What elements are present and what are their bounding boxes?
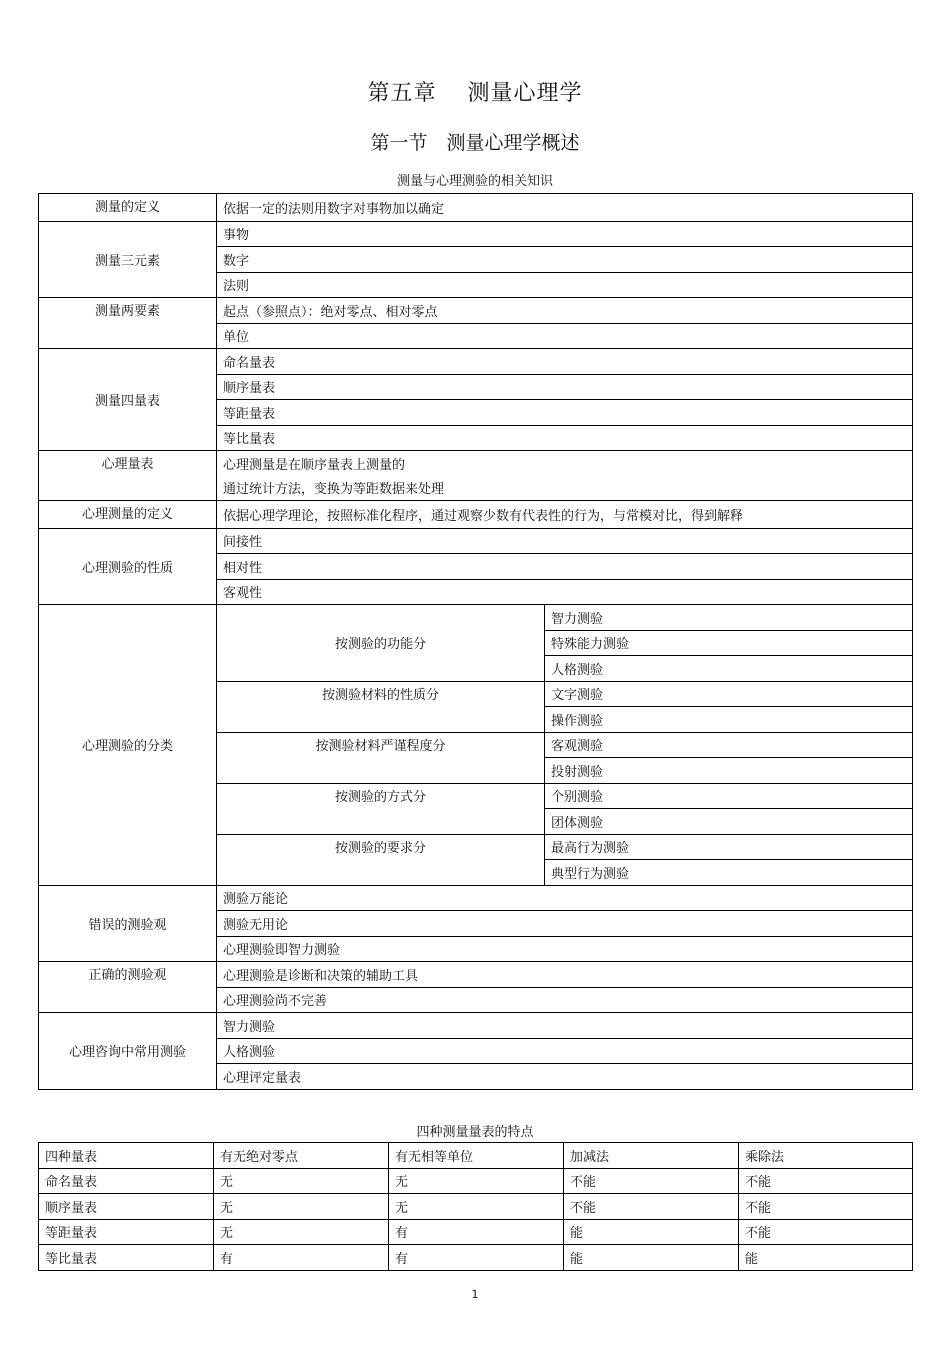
table-cell: 有 bbox=[214, 1245, 389, 1271]
table-row bbox=[39, 221, 913, 247]
column-header: 有无绝对零点 bbox=[214, 1143, 389, 1169]
column-header: 四种量表 bbox=[39, 1143, 214, 1169]
table-row bbox=[39, 962, 913, 988]
value-cell: 测验万能论 bbox=[217, 885, 913, 911]
category-cell: 心理测验的性质 bbox=[39, 528, 217, 605]
table-row bbox=[39, 1168, 913, 1194]
table-row bbox=[39, 1194, 913, 1220]
value-cell: 相对性 bbox=[217, 554, 913, 580]
category-cell: 心理量表 bbox=[39, 451, 217, 501]
table-cell: 等距量表 bbox=[39, 1219, 214, 1245]
table-row bbox=[39, 1013, 913, 1039]
value-cell: 客观性 bbox=[217, 579, 913, 605]
value-cell: 单位 bbox=[217, 323, 913, 349]
value-cell: 等比量表 bbox=[217, 425, 913, 451]
category-cell: 正确的测验观 bbox=[39, 962, 217, 1013]
value-cell: 客观测验 bbox=[545, 732, 913, 758]
value-cell: 顺序量表 bbox=[217, 374, 913, 400]
value-cell: 通过统计方法，变换为等距数据来处理 bbox=[217, 476, 913, 501]
table-cell: 无 bbox=[389, 1194, 564, 1220]
table-row bbox=[39, 885, 913, 911]
value-cell: 心理测验即智力测验 bbox=[217, 936, 913, 962]
table-row bbox=[39, 501, 913, 529]
table-row bbox=[39, 349, 913, 375]
column-header: 乘除法 bbox=[739, 1143, 913, 1169]
value-cell: 团体测验 bbox=[545, 809, 913, 835]
value-cell: 人格测验 bbox=[217, 1038, 913, 1064]
value-cell: 数字 bbox=[217, 247, 913, 273]
value-cell: 智力测验 bbox=[545, 605, 913, 631]
chapter-title: 第五章 测量心理学 bbox=[367, 81, 583, 106]
table-cell: 顺序量表 bbox=[39, 1194, 214, 1220]
page-number: 1 bbox=[471, 1288, 479, 1301]
value-cell: 最高行为测验 bbox=[545, 834, 913, 860]
knowledge-table bbox=[38, 193, 913, 1090]
table-cell: 无 bbox=[214, 1219, 389, 1245]
value-cell: 心理测验是诊断和决策的辅助工具 bbox=[217, 962, 913, 988]
value-cell: 智力测验 bbox=[217, 1013, 913, 1039]
value-cell: 依据心理学理论，按照标准化程序，通过观察少数有代表性的行为，与常模对比，得到解释 bbox=[217, 501, 913, 529]
section-title: 第一节 测量心理学概述 bbox=[370, 132, 580, 154]
table-row bbox=[39, 194, 913, 222]
subcategory-cell: 按测验的方式分 bbox=[217, 783, 545, 834]
value-cell: 依据一定的法则用数字对事物加以确定 bbox=[217, 194, 913, 222]
table-cell: 能 bbox=[564, 1219, 739, 1245]
subcategory-cell: 按测验的功能分 bbox=[217, 605, 545, 682]
value-cell: 人格测验 bbox=[545, 656, 913, 682]
value-cell: 事物 bbox=[217, 221, 913, 247]
value-cell: 命名量表 bbox=[217, 349, 913, 375]
value-cell: 等距量表 bbox=[217, 400, 913, 426]
table-cell: 无 bbox=[389, 1168, 564, 1194]
table-cell: 不能 bbox=[564, 1194, 739, 1220]
value-cell: 心理测验尚不完善 bbox=[217, 987, 913, 1013]
category-cell: 测量的定义 bbox=[39, 194, 217, 222]
category-cell: 错误的测验观 bbox=[39, 885, 217, 962]
table-caption: 四种测量量表的特点 bbox=[416, 1125, 534, 1140]
table-header-row bbox=[39, 1143, 913, 1169]
table-caption: 测量与心理测验的相关知识 bbox=[396, 174, 553, 189]
column-header: 有无相等单位 bbox=[389, 1143, 564, 1169]
table-cell: 能 bbox=[739, 1245, 913, 1271]
table-cell: 能 bbox=[564, 1245, 739, 1271]
table-row bbox=[39, 528, 913, 554]
table-row bbox=[39, 605, 913, 631]
column-header: 加减法 bbox=[564, 1143, 739, 1169]
table-row bbox=[39, 451, 913, 476]
table-cell: 有 bbox=[389, 1245, 564, 1271]
category-cell: 测量四量表 bbox=[39, 349, 217, 451]
table-cell: 不能 bbox=[564, 1168, 739, 1194]
table-cell: 有 bbox=[389, 1219, 564, 1245]
subcategory-cell: 按测验的要求分 bbox=[217, 834, 545, 885]
category-cell: 测量两要素 bbox=[39, 298, 217, 349]
table-row bbox=[39, 1245, 913, 1271]
subcategory-cell: 按测验材料的性质分 bbox=[217, 681, 545, 732]
table-cell: 无 bbox=[214, 1168, 389, 1194]
value-cell: 起点（参照点）：绝对零点、相对零点 bbox=[217, 298, 913, 324]
table-row bbox=[39, 1219, 913, 1245]
value-cell: 文字测验 bbox=[545, 681, 913, 707]
value-cell: 测验无用论 bbox=[217, 911, 913, 937]
table-cell: 不能 bbox=[739, 1168, 913, 1194]
value-cell: 特殊能力测验 bbox=[545, 630, 913, 656]
value-cell: 心理评定量表 bbox=[217, 1064, 913, 1090]
subcategory-cell: 按测验材料严谨程度分 bbox=[217, 732, 545, 783]
value-cell: 间接性 bbox=[217, 528, 913, 554]
scale-characteristics-table bbox=[38, 1142, 913, 1271]
value-cell: 个别测验 bbox=[545, 783, 913, 809]
table-cell: 等比量表 bbox=[39, 1245, 214, 1271]
table-cell: 无 bbox=[214, 1194, 389, 1220]
value-cell: 心理测量是在顺序量表上测量的 bbox=[217, 451, 913, 476]
table-row bbox=[39, 298, 913, 324]
table-cell: 不能 bbox=[739, 1219, 913, 1245]
value-cell: 法则 bbox=[217, 272, 913, 298]
table-cell: 不能 bbox=[739, 1194, 913, 1220]
value-cell: 操作测验 bbox=[545, 707, 913, 733]
category-cell: 心理咨询中常用测验 bbox=[39, 1013, 217, 1090]
table-cell: 命名量表 bbox=[39, 1168, 214, 1194]
category-cell: 心理测验的分类 bbox=[39, 605, 217, 886]
category-cell: 测量三元素 bbox=[39, 221, 217, 298]
value-cell: 投射测验 bbox=[545, 758, 913, 784]
category-cell: 心理测量的定义 bbox=[39, 501, 217, 529]
value-cell: 典型行为测验 bbox=[545, 860, 913, 886]
